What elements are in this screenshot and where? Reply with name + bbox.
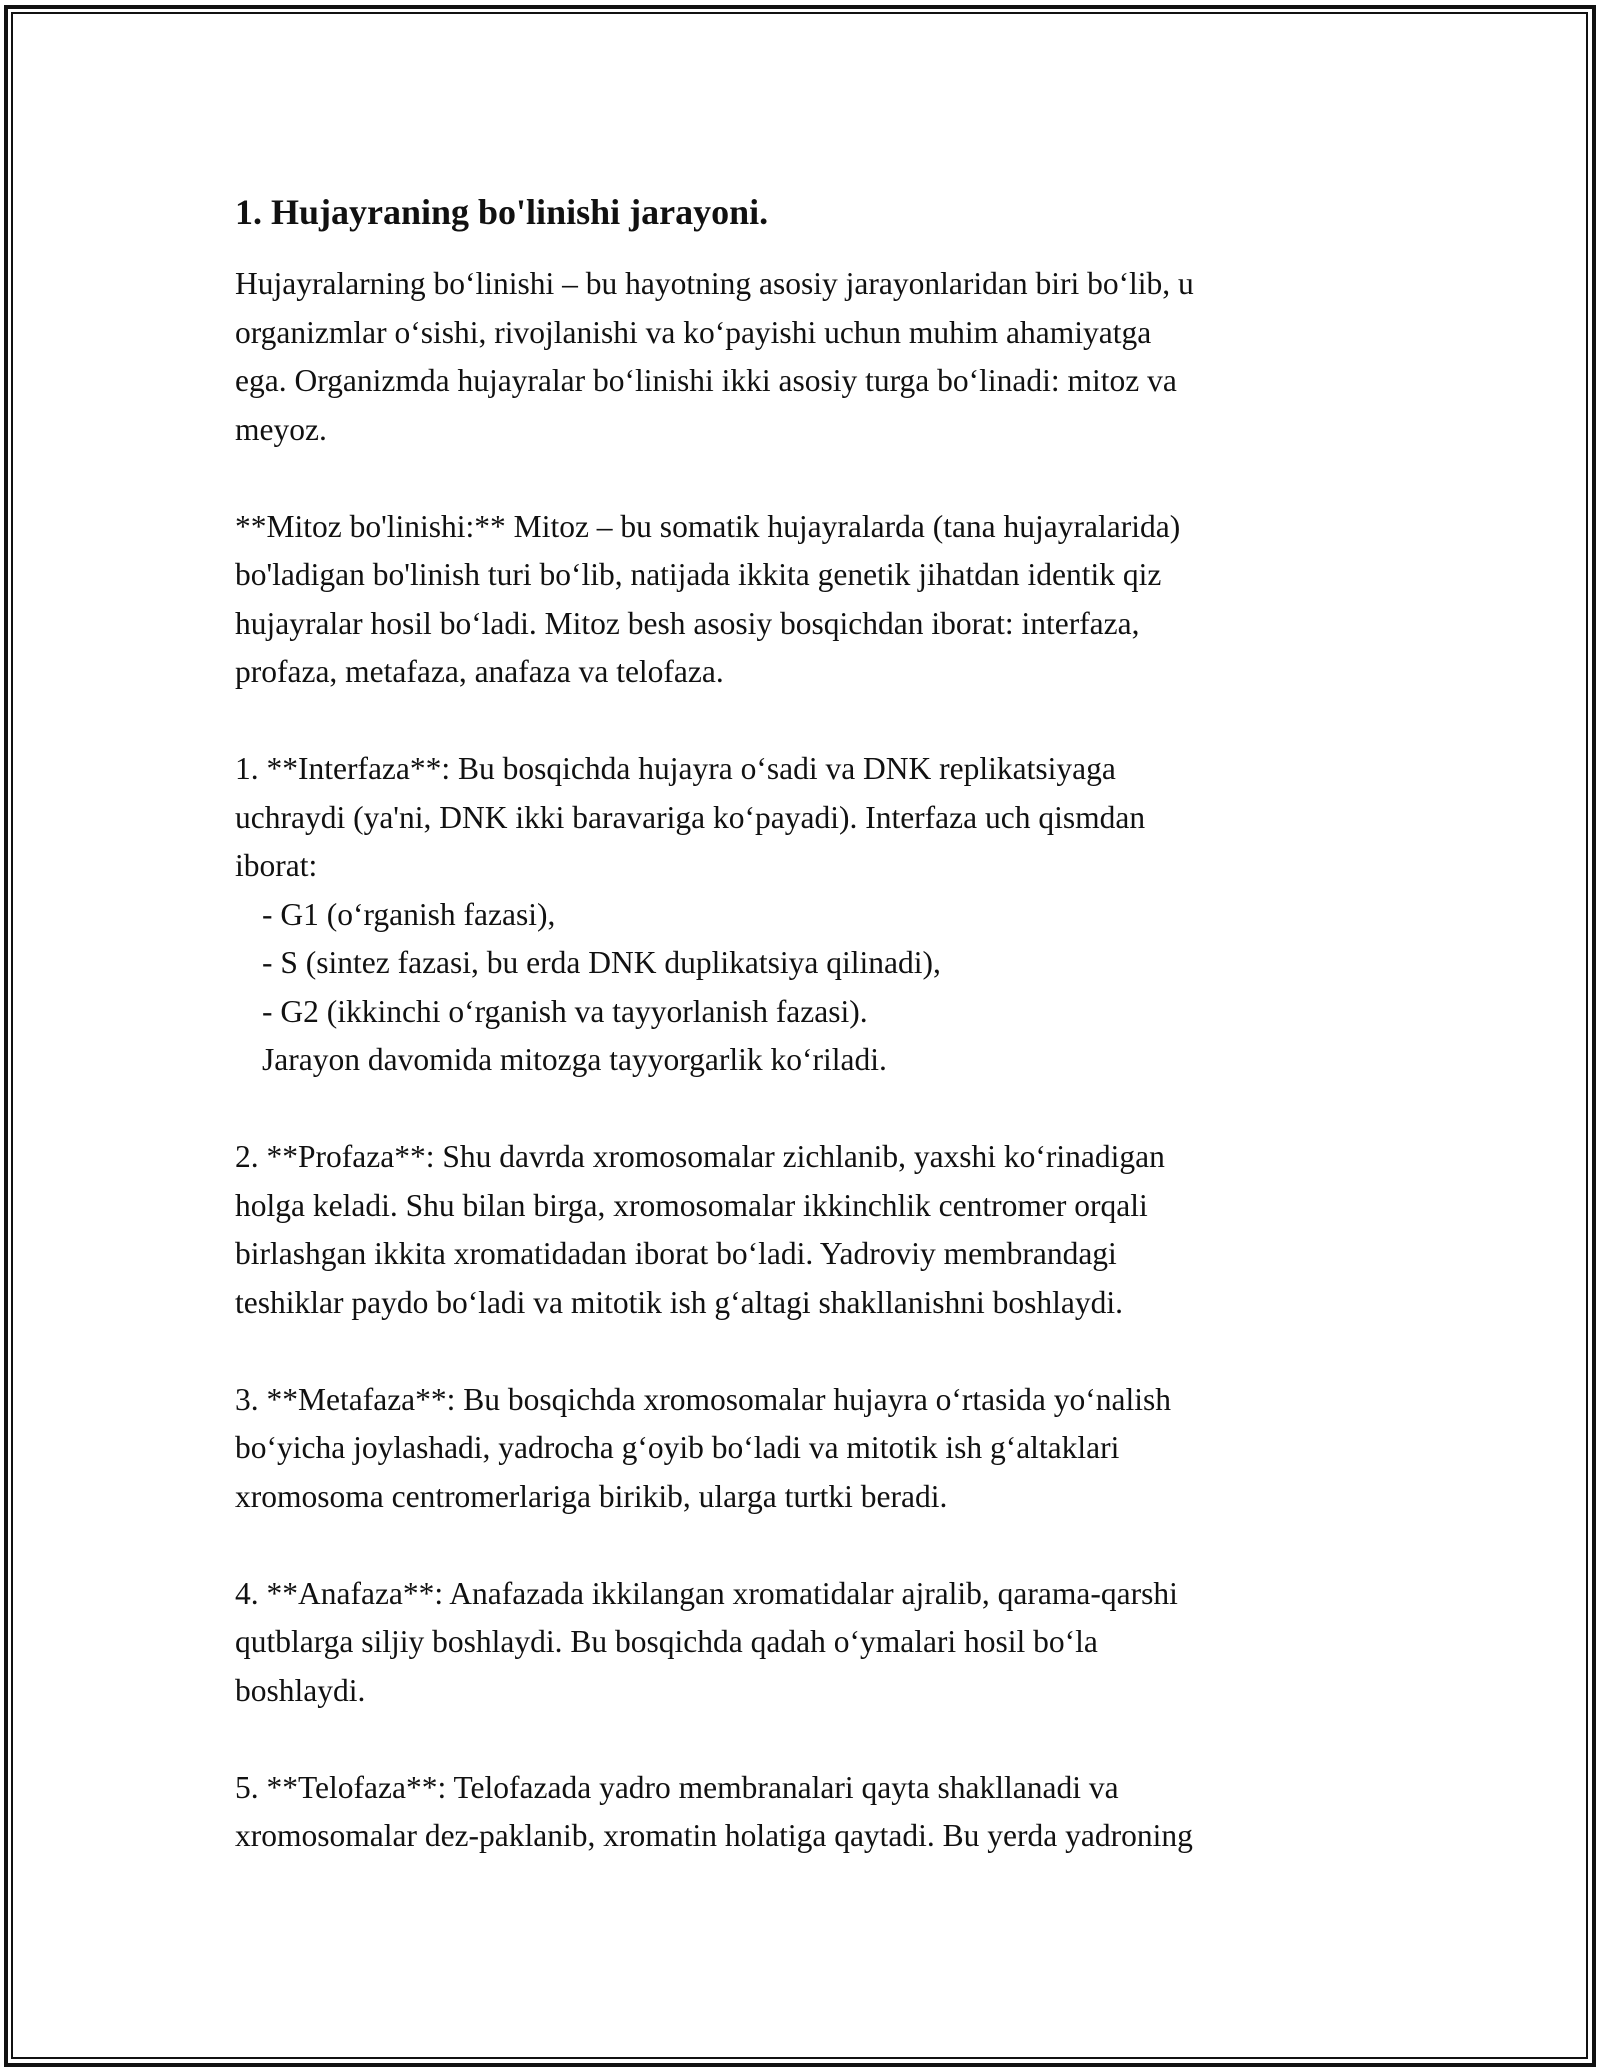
text-line: hujayralar hosil bo‘ladi. Mitoz besh asosiy bosqichdan iborat: interfaza, [235, 605, 1140, 641]
telophase-paragraph [235, 1764, 1365, 1861]
text-line: profaza, metafaza, anafaza va telofaza. [235, 654, 724, 689]
text-line: 1. **Interfaza**: Bu bosqichda hujayra o‘sadi va DNK replikatsiyaga [235, 751, 1116, 786]
text-line: **Mitoz bo'linishi:** Mitoz – bu somatik hujayralarda (tana hujayralarida) [235, 508, 1181, 544]
list-item-line: - G1 (o‘rganish fazasi), [262, 896, 556, 932]
text-line: xromosoma centromerlariga birikib, ularga turtki beradi. [235, 1478, 948, 1514]
text-line: organizmlar o‘sishi, rivojlanishi va ko‘payishi uchun muhim ahamiyatga [235, 314, 1152, 350]
text-line: xromosomalar dez-paklanib, xromatin holatiga qaytadi. Bu yerda yadroning [235, 1818, 1193, 1853]
mitosis-paragraph [235, 503, 1365, 697]
text-line: 5. **Telofaza**: Telofazada yadro membranalari qayta shakllanadi va [235, 1769, 1119, 1805]
interphase-paragraph [235, 745, 1365, 1085]
text-line: 4. **Anafaza**: Anafazada ikkilangan xromatidalar ajralib, qarama-qarshi [235, 1575, 1178, 1611]
text-line: Jarayon davomida mitozga tayyorgarlik ko‘riladi. [262, 1042, 887, 1077]
text-line: holga keladi. Shu bilan birga, xromosomalar ikkinchlik centromer orqali [235, 1187, 1148, 1223]
metaphase-paragraph [235, 1376, 1365, 1522]
text-line: bo‘yicha joylashadi, yadrocha g‘oyib bo‘ladi va mitotik ish g‘altaklari [235, 1430, 1120, 1465]
document-body [235, 188, 1365, 1909]
list-item-line: - S (sintez fazasi, bu erda DNK duplikatsiya qilinadi), [262, 945, 941, 980]
list-item-line: - G2 (ikkinchi o‘rganish va tayyorlanish fazasi). [262, 993, 868, 1029]
prophase-paragraph [235, 1133, 1365, 1327]
text-line: boshlaydi. [235, 1672, 366, 1708]
text-line: iborat: [235, 848, 318, 883]
intro-paragraph [235, 260, 1365, 454]
text-line: teshiklar paydo bo‘ladi va mitotik ish g‘altagi shakllanishni boshlaydi. [235, 1284, 1123, 1320]
text-line: Hujayralarning bo‘linishi – bu hayotning asosiy jarayonlaridan biri bo‘lib, u [235, 266, 1194, 301]
anaphase-paragraph [235, 1570, 1365, 1716]
document-heading: 1. Hujayraning bo'linishi jarayoni. [235, 192, 769, 232]
text-line: 2. **Profaza**: Shu davrda xromosomalar zichlanib, yaxshi ko‘rinadigan [235, 1139, 1165, 1174]
text-line: 3. **Metafaza**: Bu bosqichda xromosomalar hujayra o‘rtasida yo‘nalish [235, 1381, 1171, 1417]
text-line: bo'ladigan bo'linish turi bo‘lib, natijada ikkita genetik jihatdan identik qiz [235, 557, 1162, 592]
text-line: birlashgan ikkita xromatidadan iborat bo‘ladi. Yadroviy membrandagi [235, 1236, 1117, 1271]
text-line: uchraydi (ya'ni, DNK ikki baravariga ko‘payadi). Interfaza uch qismdan [235, 799, 1146, 835]
text-line: meyoz. [235, 411, 327, 447]
text-line: qutblarga siljiy boshlaydi. Bu bosqichda qadah o‘ymalari hosil bo‘la [235, 1624, 1098, 1659]
text-line: ega. Organizmda hujayralar bo‘linishi ikki asosiy turga bo‘linadi: mitoz va [235, 363, 1177, 398]
